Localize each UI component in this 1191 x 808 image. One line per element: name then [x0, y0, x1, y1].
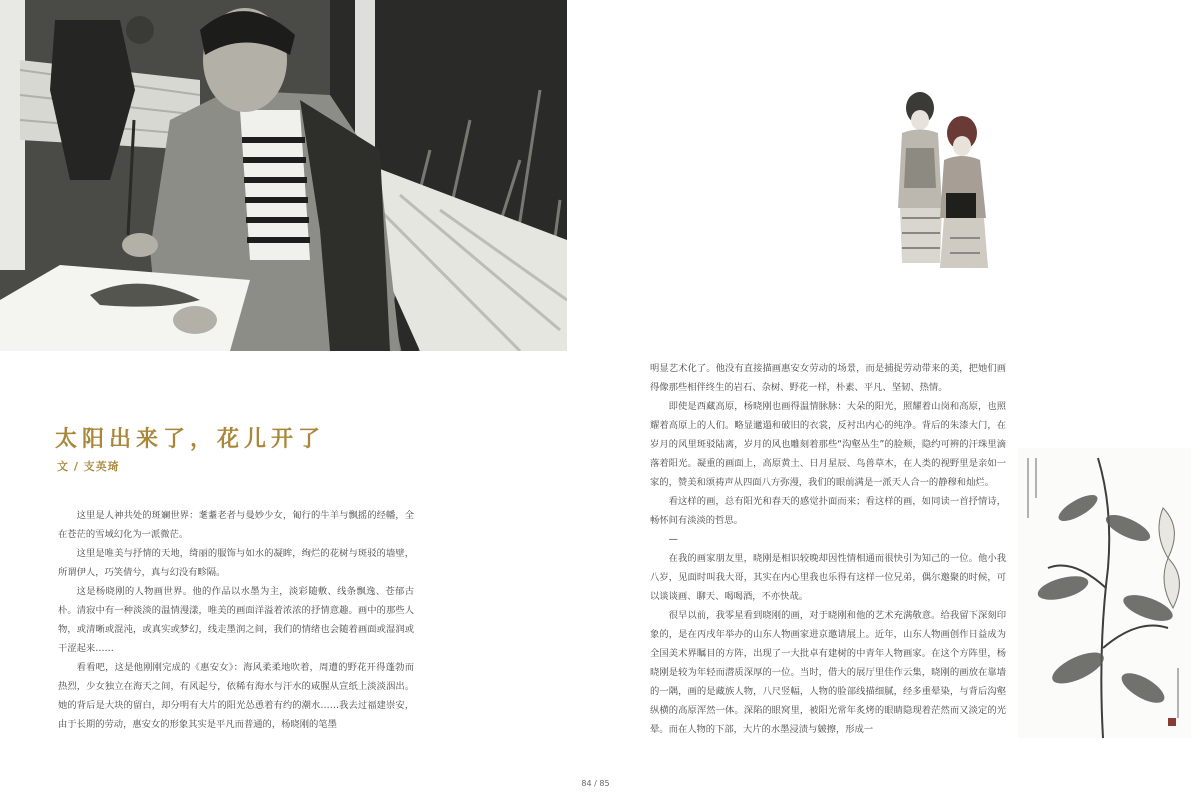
page-numbers: 84 / 85 — [581, 779, 610, 788]
section-divider: — — [668, 534, 678, 545]
article-column-right — [650, 359, 1006, 739]
paragraph: 在我的画家朋友里，晓刚是相识较晚却因性情相通而很快引为知己的一位。他小我八岁，见面时叫我大哥，其实在内心里我也乐得有这样一位兄弟，偶尔邀聚的时候，可以谈谈画、聊天、喝喝酒，不亦快哉。 — [650, 553, 1006, 602]
paragraph: 这里是唯美与抒情的天地，绮丽的服饰与如水的凝眸，绚烂的花树与斑驳的墙壁，所谓伊人，巧笑倩兮，真与幻没有畛隔。 — [58, 548, 414, 578]
paragraph: 看看吧，这是他刚刚完成的《惠安女》：海风柔柔地吹着，周遭的野花开得蓬勃而热烈，少女独立在海天之间，有风起兮，依稀有海水与汗水的咸腥从宣纸上淡淡洇出。她的背后是大块的留白，却分明有大片的阳光怂恿着有约的潮水……我去过福建崇安，由于长期的劳动，惠安女的形象其实是平凡而普通的，杨晓刚的笔墨 — [58, 662, 414, 730]
tibetan-girls-illustration — [880, 88, 1010, 273]
article-title: 太阳出来了，花儿开了 — [55, 426, 326, 452]
paragraph: 即使是西藏高原，杨晓刚也画得温情脉脉：大朵的阳光，照耀着山岗和高原，也照耀着高原上的人们。略显邋遢和破旧的衣裳，反衬出内心的纯净。背后的朱漆大门，在岁月的风里斑驳陆离，岁月的风也雕刻着那些“沟壑丛生”的脸颊，隐约可辨的汗珠里滴落着阳光。凝重的画面上，高原黄土、日月星辰、鸟兽草木，在人类的视野里是亲如一家的，赞美和颂祷声从四面八方弥漫，我们的眼前满是一派天人合一的静穆和灿烂。 — [650, 401, 1006, 488]
article-author: 文 / 支英琦 — [57, 460, 120, 473]
paragraph: 看这样的画，总有阳光和春天的感觉扑面而来；看这样的画，如同读一首抒情诗，畅怀间有淡淡的哲思。 — [650, 496, 1006, 526]
flower-ink-painting — [1018, 448, 1191, 738]
artist-photo-illustration — [0, 0, 567, 351]
paragraph: 这里是人神共处的斑斓世界：耄耋老者与曼妙少女，匍行的牛羊与飘摇的经幡，全在苍茫的雪域幻化为一派微茫。 — [58, 510, 414, 540]
artist-photo — [0, 0, 567, 351]
paragraph: 很早以前，我零星看到晓刚的画，对于晓刚和他的艺术充满敬意。给我留下深刻印象的，是在丙戌年举办的山东人物画家进京邀请展上。近年，山东人物画创作日益成为全国美术界瞩目的方阵，出现了一大批卓有建树的中青年人物画家。在这个方阵里，杨晓刚是较为年轻而潜质深厚的一位。当时，借大的展厅里佳作云集，晓刚的画放在靠墙的一隅，画的是藏族人物，八尺竖幅，人物的脸部线描细腻，经多重晕染，与背后沟壑纵横的高原浑然一体。深陷的眼窝里，被阳光常年炙烤的眼睛隐现着茫然而又淡定的光晕。而在人物的下部，大片的水墨浸渍与皴擦，形成一 — [650, 610, 1006, 735]
paragraph: 明显艺术化了。他没有直接描画惠安女劳动的场景，而是捕捉劳动带来的美，把她们画得像那些相伴终生的岩石、杂树、野花一样，朴素、平凡、坚韧、热情。 — [650, 363, 1006, 393]
article-column-left — [58, 506, 414, 734]
tibetan-girls-painting — [880, 88, 1010, 273]
paragraph: 这是杨晓刚的人物画世界。他的作品以水墨为主，淡彩随敷、线条飘逸、苍郁古朴。清寂中有一种淡淡的温情漫漾，唯美的画面洋溢着浓浓的抒情意趣。画中的那些人物，或清晰或混沌，或真实或梦幻，线走墨润之间，我们的情绪也会随着画面或湿润或干涩起来…… — [58, 586, 414, 654]
flower-painting-illustration — [1018, 448, 1191, 738]
